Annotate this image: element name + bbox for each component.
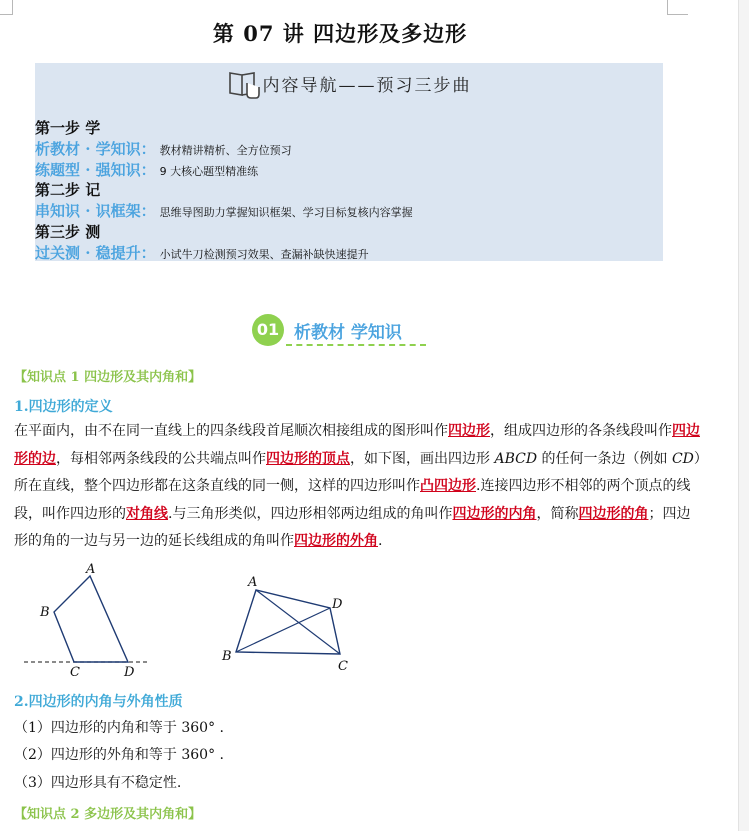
page-corner-mark-right [667, 0, 688, 15]
para-text: ，简称 [536, 505, 579, 522]
step-1: 第一步 学 [35, 119, 101, 137]
scrollbar[interactable] [738, 0, 749, 831]
term-convex: 凸四边形 [420, 478, 476, 494]
subheading-angle-properties: 2.四边形的内角与外角性质 [14, 694, 183, 710]
para-text: .与三角形类似，四边形相邻两边组成的角叫作 [168, 505, 453, 522]
step-3-item-1 [35, 242, 369, 263]
term-interior-angle: 四边形的内角 [452, 505, 537, 522]
subheading-definition: 1.四边形的定义 [14, 399, 113, 415]
step-1-item-1 [35, 138, 292, 159]
step-3: 第三步 测 [35, 223, 101, 241]
step-1-item-1-label: 析教材 · 学知识： [35, 140, 156, 158]
vertex-label-b: B [222, 649, 232, 664]
figure-diagonals [218, 570, 358, 680]
para-text: ）所在直线，整个四边形都在这条直线的同一侧，这样的四边形叫作 [14, 450, 701, 494]
step-3-item-1-desc: 小试牛刀检测预习效果、查漏补缺快速提升 [159, 248, 369, 261]
term-quadrilateral: 四边形 [448, 423, 490, 439]
step-1-item-1-desc: 教材精讲精析、全方位预习 [159, 144, 292, 157]
vertex-label-a: A [86, 562, 96, 577]
para-text: 的任何一条边（例如 [537, 450, 672, 467]
step-3-item-1-label: 过关测 · 稳提升： [35, 244, 156, 262]
para-text: .连接四边形不相邻的两个顶点的线段，叫作四边形的 [14, 478, 691, 522]
math-abcd: ABCD [494, 450, 538, 467]
definition-paragraph [14, 418, 704, 556]
step-1-item-2 [35, 159, 258, 180]
term-exterior-angle: 四边形的外角 [294, 533, 378, 549]
step-1-item-2-label: 练题型 · 强知识： [35, 161, 156, 179]
book-hand-icon [227, 69, 261, 104]
vertex-label-a: A [248, 575, 258, 590]
term-diagonal: 对角线 [126, 505, 168, 522]
math-cd: CD [671, 450, 694, 467]
para-text: 在平面内，由不在同一直线上的四条线段首尾顺次相接组成的图形叫作 [14, 423, 448, 439]
figure-convex-quadrilateral [18, 560, 158, 680]
knowledge-point-1-heading: 【知识点 1 四边形及其内角和】 [14, 370, 202, 385]
vertex-label-c: C [70, 665, 80, 680]
content-navigation-box [35, 63, 663, 261]
property-1: （1）四边形的内角和等于 360° . [14, 720, 224, 736]
step-1-item-2-desc: 9 大核心题型精准练 [159, 165, 259, 178]
knowledge-point-2-heading: 【知识点 2 多边形及其内角和】 [14, 807, 202, 822]
quadrilateral-abcd [54, 576, 128, 662]
nav-title-text: 内容导航——预习三步曲 [262, 76, 472, 96]
para-text: ，组成四边形的各条线段叫作 [490, 423, 672, 439]
section-title-underline [286, 344, 426, 346]
vertex-label-d: D [124, 665, 135, 680]
property-2: （2）四边形的外角和等于 360° . [14, 747, 224, 763]
step-2-item-1-desc: 思维导图助力掌握知识框架、学习目标复核内容掌握 [159, 206, 413, 219]
para-text: ，如下图，画出四边形 [350, 450, 495, 467]
property-3: （3）四边形具有不稳定性. [14, 775, 182, 791]
vertex-label-d: D [332, 597, 343, 612]
page-corner-mark-left [0, 0, 13, 15]
step-2-item-1-label: 串知识 · 识框架： [35, 202, 156, 220]
term-side: 四边形的边 [14, 423, 700, 467]
section-number-badge: 01 [252, 314, 284, 346]
para-text: ，每相邻两条线段的公共端点叫作 [56, 450, 266, 467]
diagonal-bd [236, 608, 330, 652]
section-title: 析教材 学知识 [294, 323, 402, 343]
nav-title [35, 69, 663, 104]
step-2-item-1 [35, 200, 413, 221]
vertex-label-b: B [40, 605, 50, 620]
vertex-label-c: C [338, 659, 348, 674]
term-angle: 四边形的角 [578, 505, 649, 522]
para-text: . [378, 533, 383, 549]
term-vertex: 四边形的顶点 [266, 450, 350, 467]
step-2: 第二步 记 [35, 181, 101, 199]
para-text: ；四边形的角的一边与另一边的延长线组成的角叫作 [14, 505, 691, 549]
page-title: 第 07 讲 四边形及多边形 [212, 21, 468, 46]
